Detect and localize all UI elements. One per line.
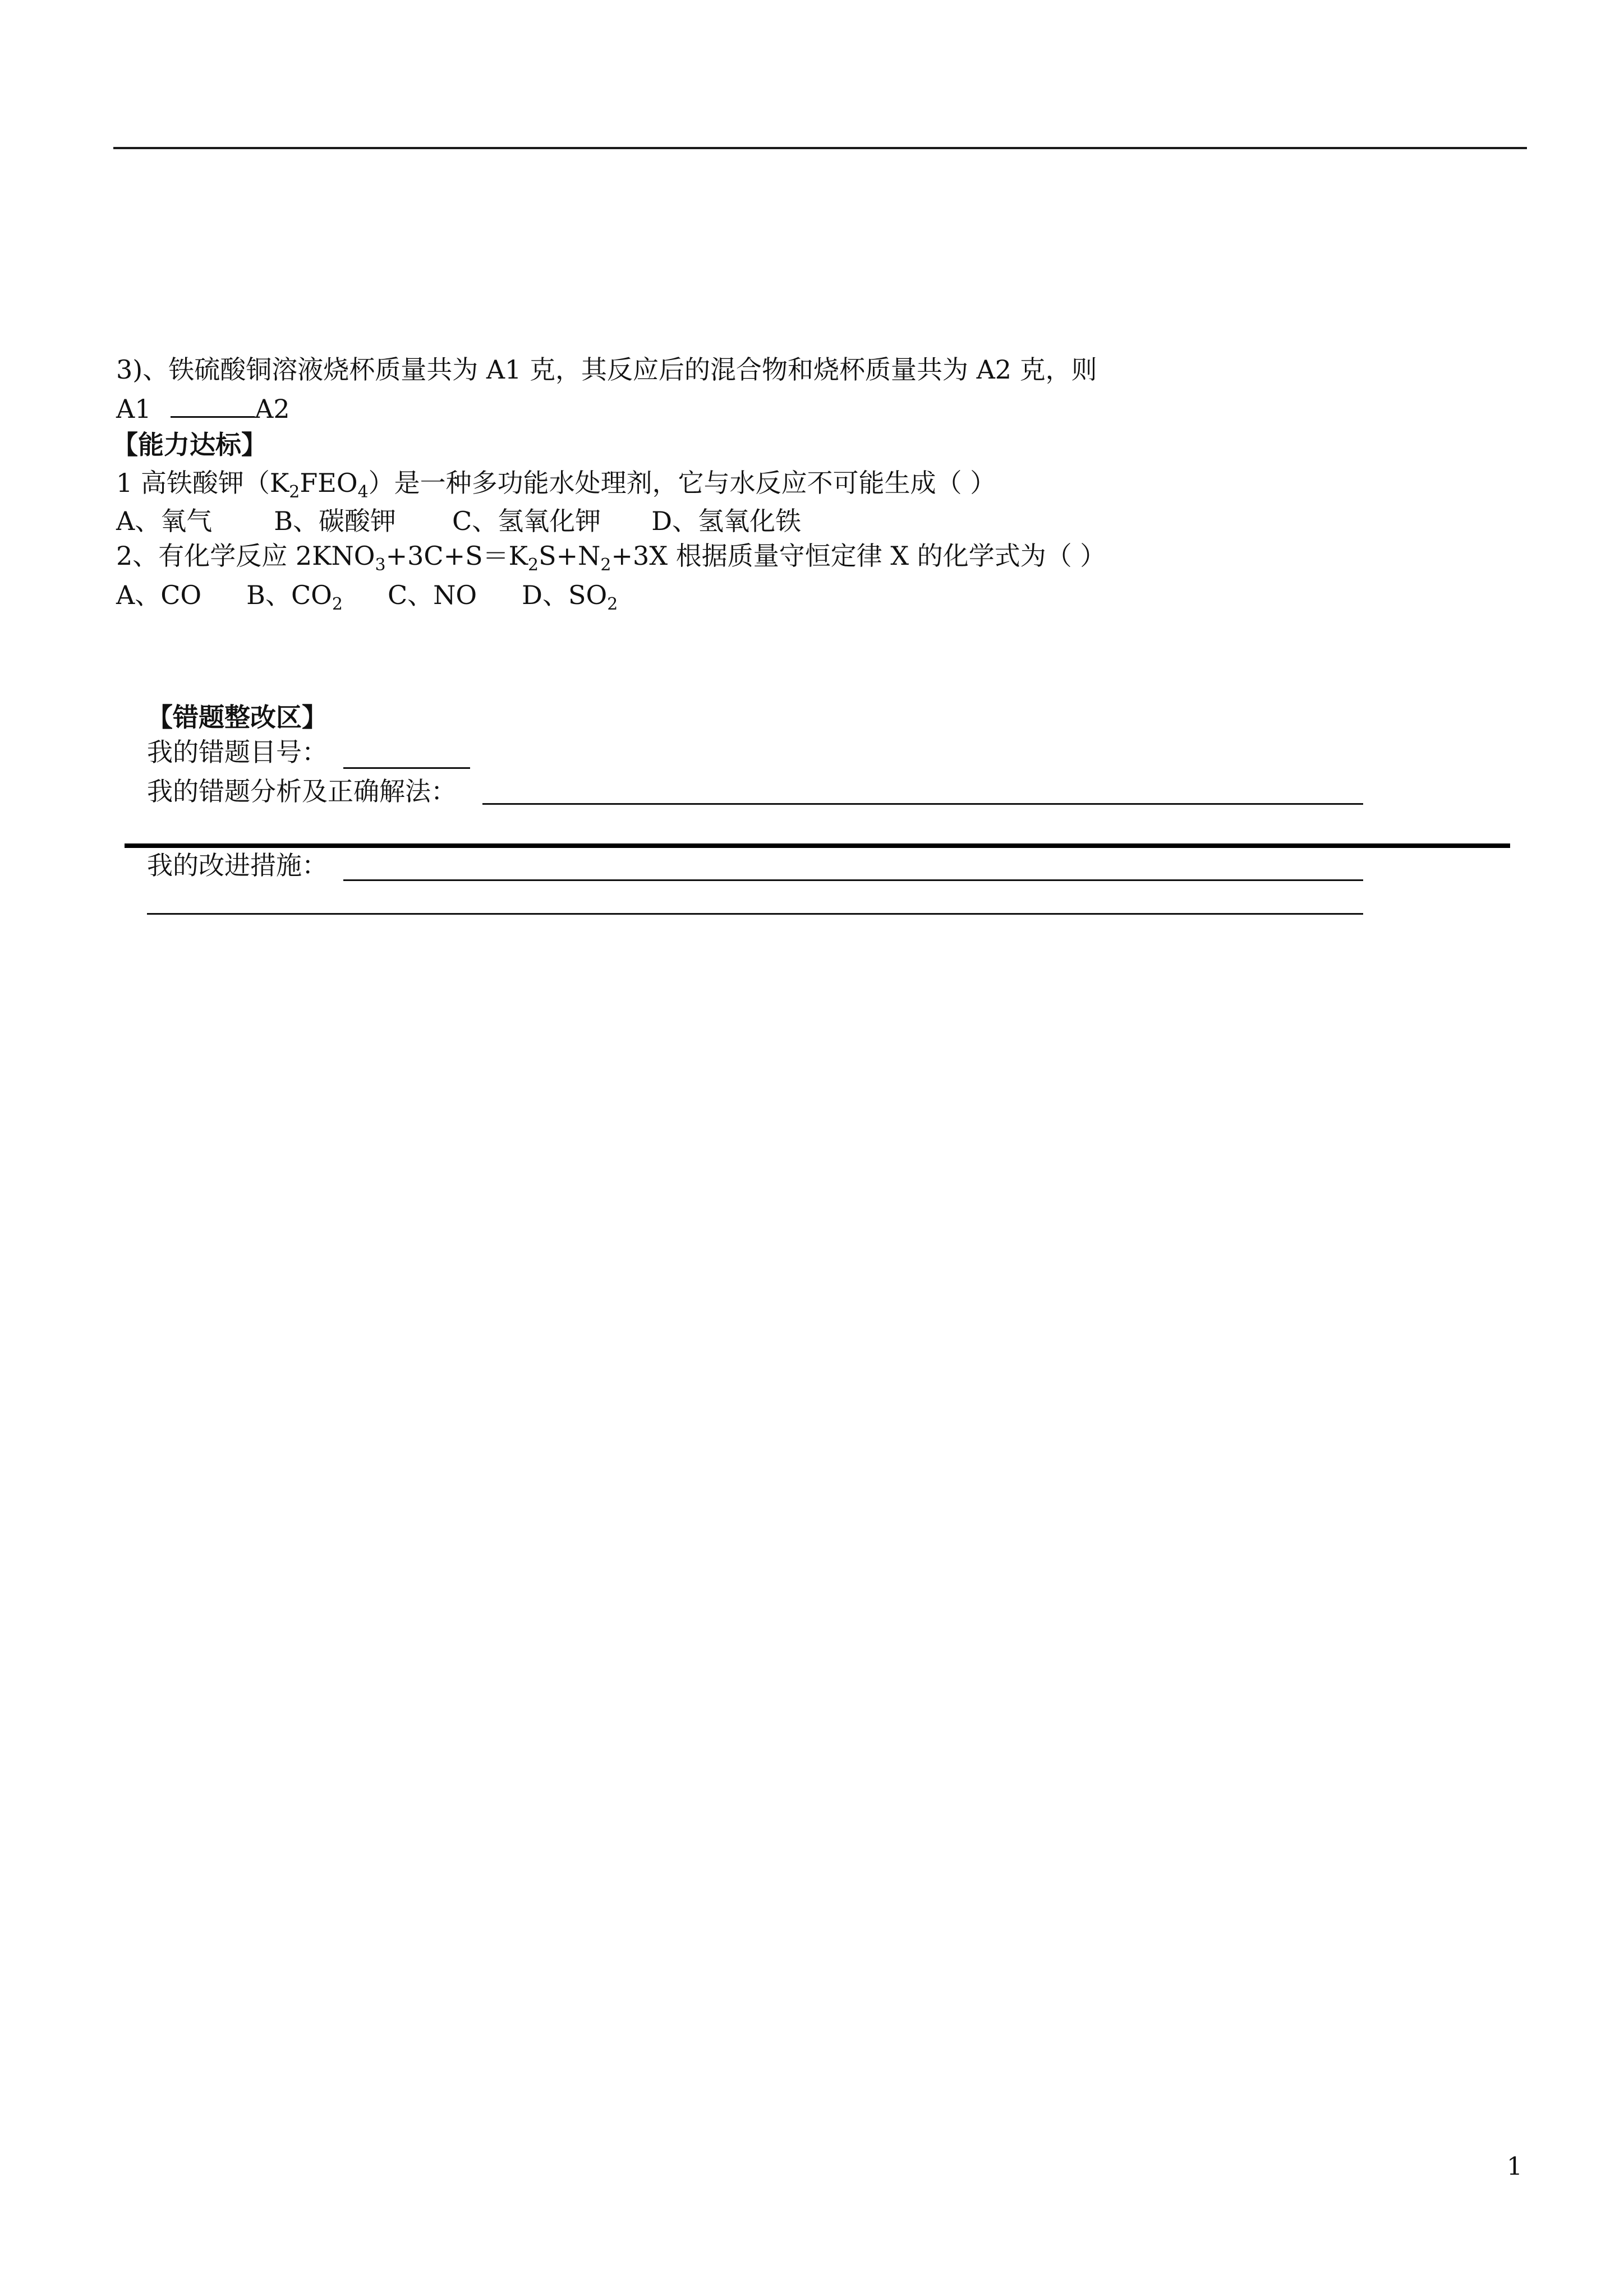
improvement-blank-2[interactable] (147, 913, 1363, 915)
q1-suffix: ）是一种多功能水处理剂，它与水反应不可能生成（ ） (368, 468, 996, 498)
a1-label: A1 (116, 394, 151, 424)
question-2-options (116, 578, 618, 612)
option-b: B、碳酸钾 (274, 506, 397, 536)
q2-part: 2、有化学反应 2KNO (116, 541, 375, 571)
question-3-blank-line (116, 391, 290, 426)
error-zone-title: 【错题整改区】 (147, 702, 328, 732)
q1-prefix: 1 高铁酸钾（K (116, 468, 289, 498)
error-analysis-blank[interactable] (482, 803, 1363, 805)
option-a: A、CO (116, 580, 202, 610)
question-3-text: 3)、铁硫酸铜溶液烧杯质量共为 A1 克，其反应后的混合物和烧杯质量共为 A2 克，则 (116, 354, 1097, 385)
q2-subscript: 2 (600, 555, 611, 575)
page-number: 1 (1507, 2152, 1522, 2181)
option-c: C、氢氧化钾 (452, 506, 601, 536)
header-rule (113, 147, 1527, 149)
error-number-blank[interactable] (343, 767, 470, 769)
option-d: D、氢氧化铁 (651, 506, 802, 536)
improvement-label: 我的改进措施： (147, 850, 328, 880)
section-ability-heading: 【能力达标】 (112, 430, 267, 460)
q1-subscript: 2 (289, 482, 300, 502)
option-b: B、CO (246, 580, 332, 610)
error-number-label: 我的错题目号： (147, 737, 328, 767)
option-a: A、氧气 (116, 506, 213, 536)
error-analysis-label: 我的错题分析及正确解法： (147, 776, 457, 806)
q2-part: +3X 根据质量守恒定律 X 的化学式为（ ） (611, 541, 1106, 571)
option-b-subscript: 2 (332, 594, 343, 614)
option-d: D、SO (522, 580, 608, 610)
answer-blank[interactable] (171, 391, 255, 418)
q2-part: S+N (539, 541, 601, 571)
a2-label: A2 (255, 394, 290, 424)
question-2-text (116, 538, 1106, 573)
q1-formula: FEO (300, 468, 358, 498)
q2-subscript: 3 (375, 555, 386, 575)
question-1-text (116, 465, 996, 500)
divider-thick (125, 843, 1510, 848)
question-1-options (116, 504, 801, 538)
option-d-subscript: 2 (607, 594, 618, 614)
q1-subscript: 4 (357, 482, 369, 502)
q2-part: +3C+S＝K (385, 541, 528, 571)
option-c: C、NO (387, 580, 477, 610)
improvement-blank[interactable] (343, 879, 1363, 881)
q2-subscript: 2 (528, 555, 539, 575)
